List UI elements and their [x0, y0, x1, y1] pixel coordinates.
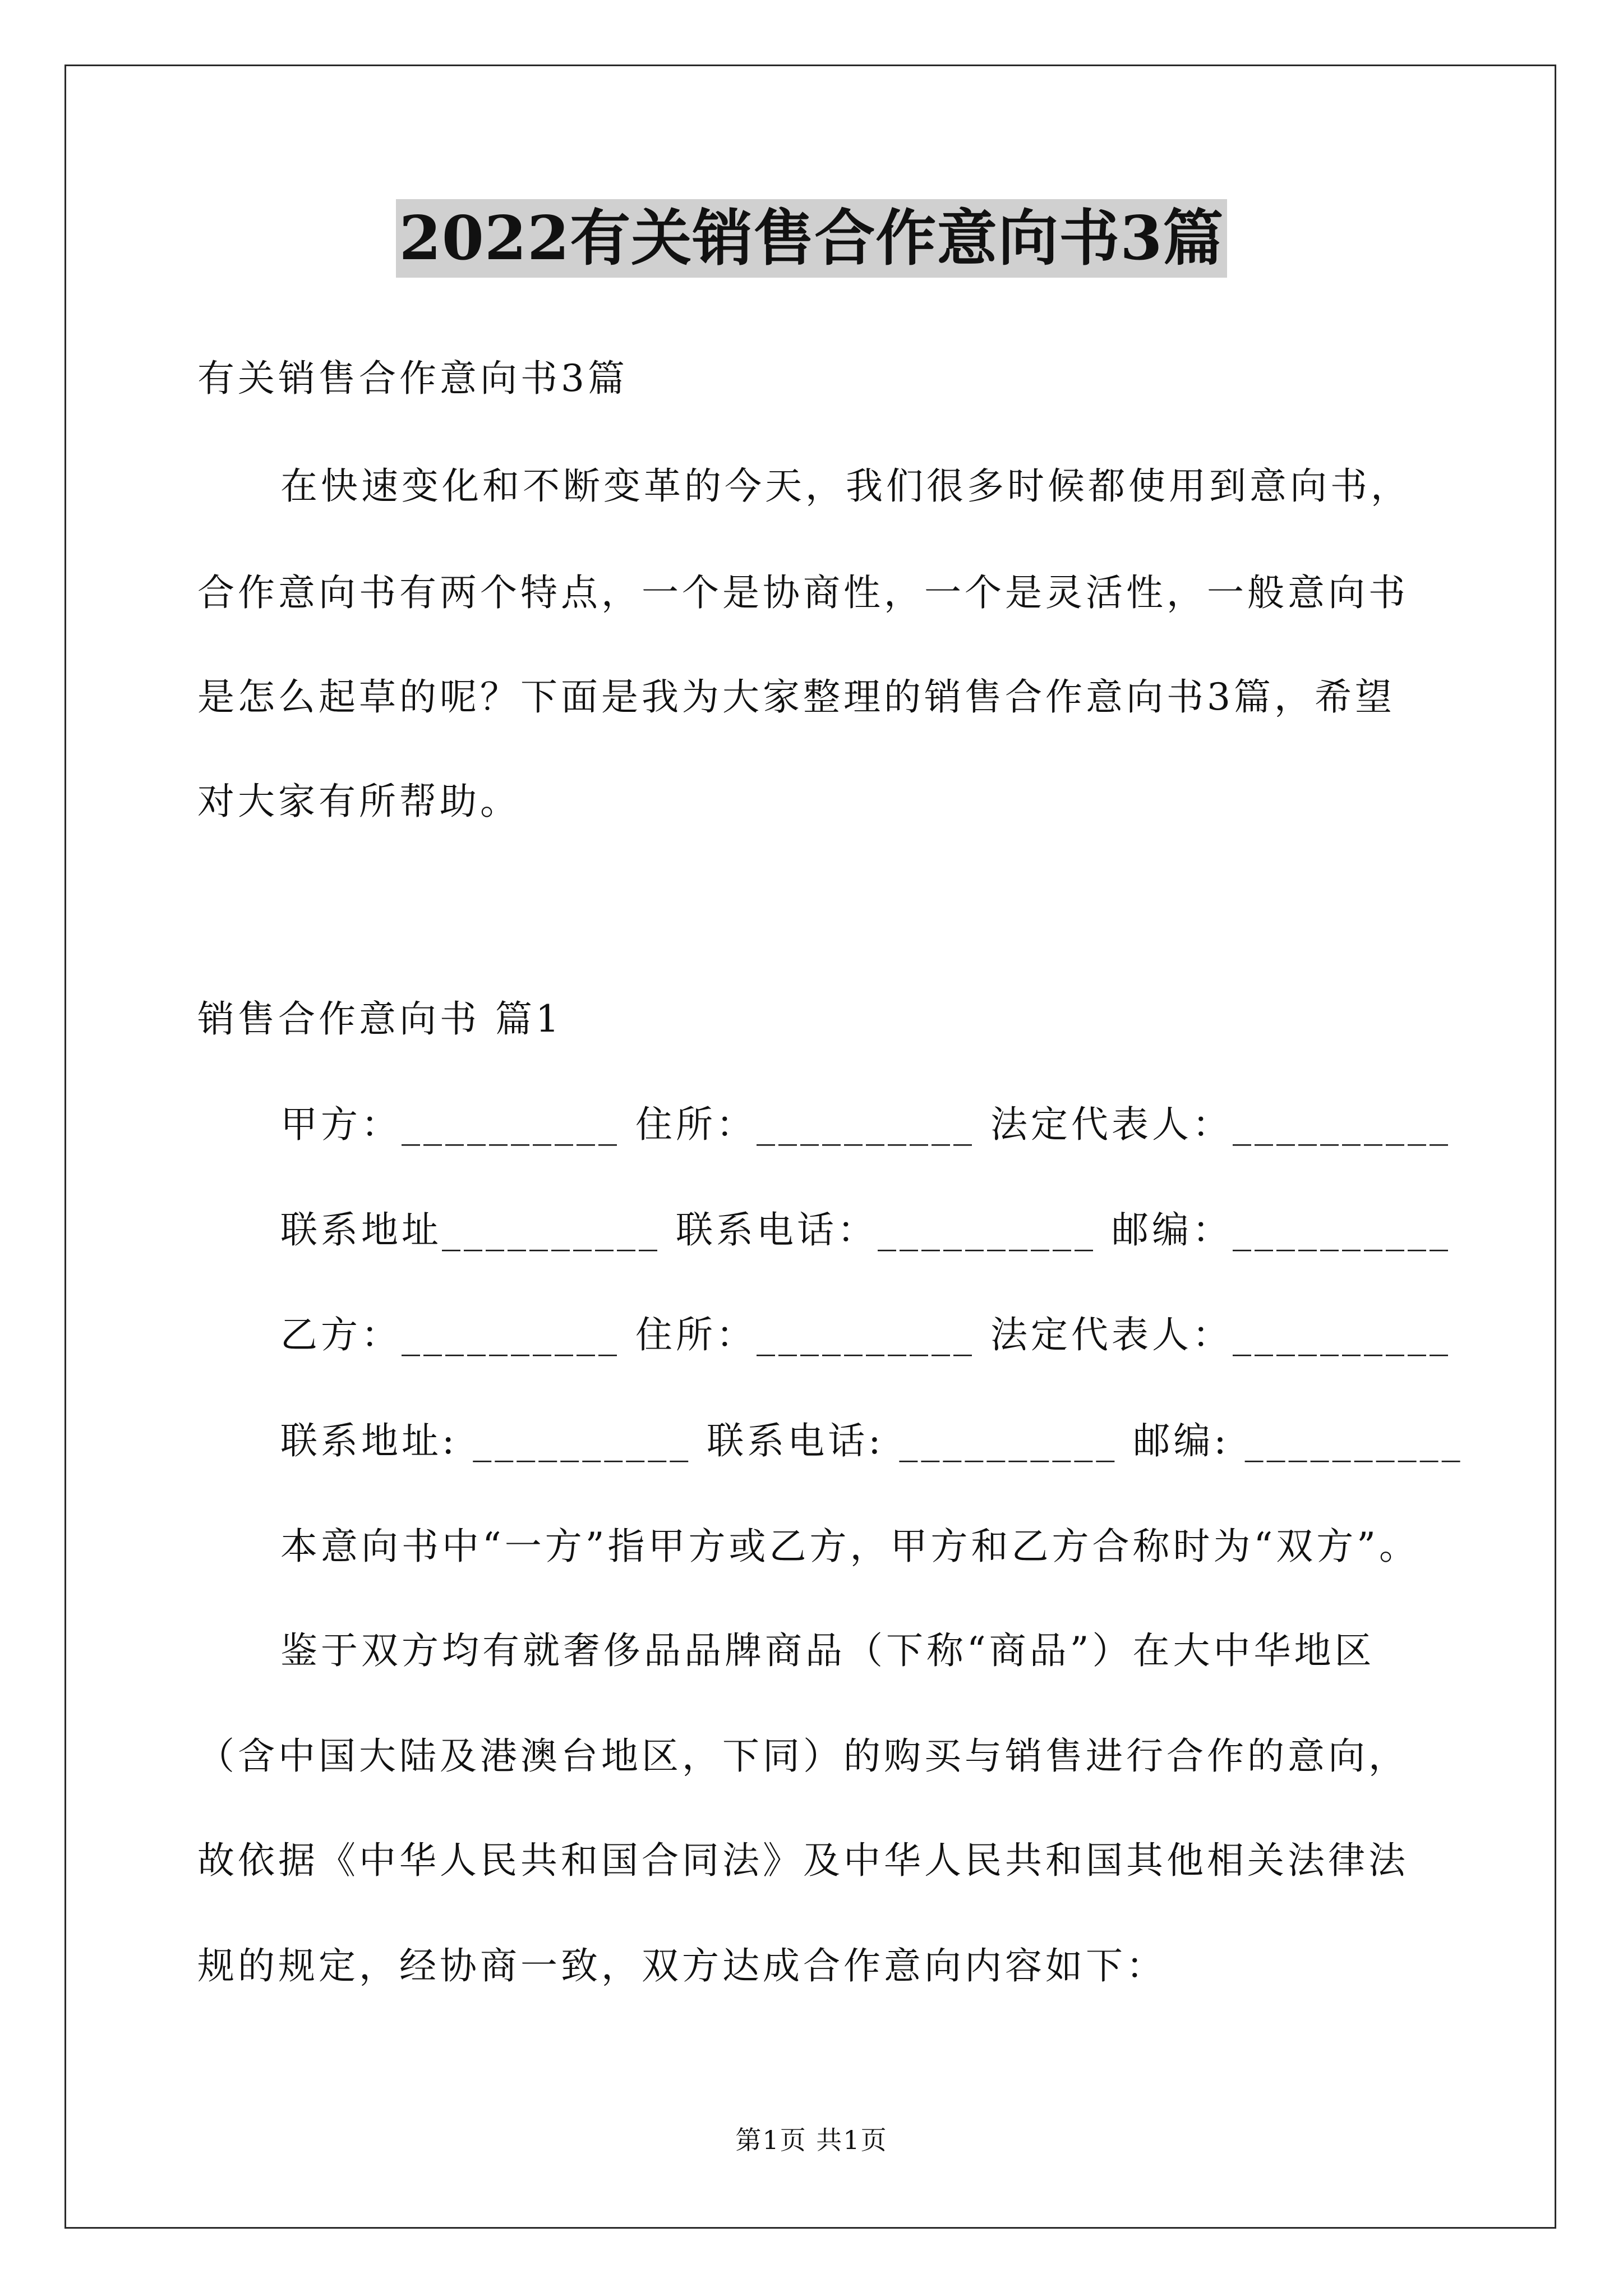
- title-container: [0, 199, 1623, 278]
- intro-line-4: 对大家有所帮助。: [197, 780, 520, 823]
- definition-line: 本意向书中“一方”指甲方或乙方，甲方和乙方合称时为“双方”。: [280, 1525, 1419, 1568]
- clause-line-3: 故依据《中华人民共和国合同法》及中华人民共和国其他相关法律法: [197, 1839, 1409, 1882]
- party-b-line: 乙方：__________ 住所：__________ 法定代表人：__________: [280, 1313, 1451, 1356]
- party-a-line: 甲方：__________ 住所：__________ 法定代表人：__________: [280, 1103, 1451, 1146]
- intro-line-3: 是怎么起草的呢？下面是我为大家整理的销售合作意向书3篇，希望: [197, 675, 1395, 719]
- intro-line-2: 合作意向书有两个特点，一个是协商性，一个是灵活性，一般意向书: [197, 571, 1409, 614]
- page-footer: 第1页 共1页: [735, 2125, 888, 2155]
- clause-line-4: 规的规定，经协商一致，双方达成合作意向内容如下：: [197, 1944, 1166, 1987]
- document-subtitle: 有关销售合作意向书3篇: [197, 357, 628, 400]
- party-b-contact-line: 联系地址: __________ 联系电话: __________ 邮编: __________: [280, 1419, 1464, 1462]
- section-heading: 销售合作意向书 篇1: [197, 997, 562, 1041]
- intro-line-1: 在快速变化和不断变革的今天，我们很多时候都使用到意向书，: [280, 464, 1411, 508]
- party-a-contact-line: 联系地址__________ 联系电话：__________ 邮编：__________: [280, 1208, 1451, 1251]
- document-title: 2022有关销售合作意向书3篇: [396, 199, 1228, 278]
- clause-line-2: （含中国大陆及港澳台地区，下同）的购买与销售进行合作的意向，: [197, 1734, 1409, 1778]
- clause-line-1: 鉴于双方均有就奢侈品品牌商品（下称“商品”）在大中华地区: [280, 1629, 1375, 1672]
